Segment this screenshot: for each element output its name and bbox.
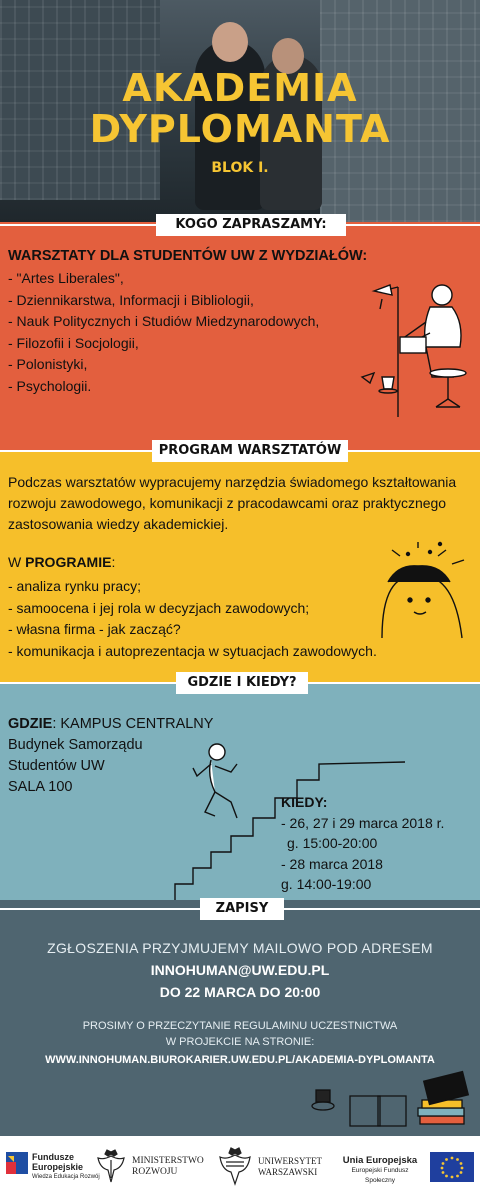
fe-line1: Fundusze — [32, 1152, 74, 1162]
rules-note-2: W PROJEKCIE NA STRONIE: — [165, 1036, 315, 1048]
eu-funds-logo-text — [32, 1152, 100, 1182]
location-line: Budynek Samorządu — [8, 737, 143, 753]
section-program — [0, 450, 480, 682]
list-item: - Psychologii. — [8, 377, 92, 394]
registration-intro: ZGŁOSZENIA PRZYJMUJEMY MAILOWO POD ADRESEM — [47, 940, 433, 956]
section-registration — [0, 900, 480, 1136]
date-line: - 28 marca 2018 — [281, 855, 383, 872]
thinking-head-illustration — [378, 542, 470, 638]
section-invitation — [0, 222, 480, 450]
ue-line1: Unia Europejska — [342, 1155, 418, 1166]
program-prefix: W — [8, 554, 26, 570]
list-item: - Dziennikarstwa, Informacji i Bibliologii, — [8, 291, 254, 308]
polish-eagle-icon — [96, 1148, 126, 1186]
list-item: - Polonistyki, — [8, 356, 88, 372]
hero-title-line2: DYPLOMANTA — [89, 107, 391, 151]
rules-note: PROSIMY O PRZECZYTANIE REGULAMINU UCZESTNICTWA — [82, 1020, 398, 1032]
label-who-invited: KOGO ZAPRASZAMY: — [156, 214, 346, 236]
mr-line2: ROZWOJU — [132, 1167, 178, 1177]
where-value: : KAMPUS CENTRALNY — [52, 716, 214, 732]
location-title — [8, 714, 213, 735]
list-item: - "Artes Liberales", — [8, 270, 124, 286]
uw-line1: UNIWERSYTET — [258, 1156, 322, 1166]
where-label: GDZIE — [8, 716, 53, 732]
hero-subtitle: BLOK I. — [211, 160, 269, 176]
eu-funds-logo-icon — [6, 1152, 28, 1174]
list-item: - własna firma - jak zacząć? — [8, 621, 181, 637]
ue-line2: Europejski Fundusz Społeczny — [351, 1167, 409, 1184]
eu-flag-icon — [430, 1152, 474, 1182]
label-where-when: GDZIE I KIEDY? — [176, 672, 308, 694]
fe-line2: Europejskie — [32, 1162, 84, 1172]
list-item: - analiza rynku pracy; — [8, 578, 142, 594]
list-item: - Nauk Politycznych i Studiów Miedzynarodowych, — [8, 313, 320, 329]
date-line: g. 14:00-19:00 — [281, 876, 372, 892]
label-registration: ZAPISY — [200, 898, 284, 920]
hero-banner — [0, 0, 480, 222]
program-word: PROGRAMIE — [25, 554, 112, 570]
section-where-when — [0, 682, 480, 900]
registration-email[interactable]: INNOHUMAN@UW.EDU.PL — [150, 962, 330, 978]
date-block — [281, 792, 444, 895]
student-head-1 — [212, 22, 248, 62]
sponsor-footer — [0, 1136, 480, 1200]
books-illustration — [310, 1070, 470, 1132]
program-intro: Podczas warsztatów wypracujemy narzędzia świadomego kształtowania rozwoju zawodowego, komunikacji z pracodawcami oraz praktycznego zastosowania wiedzy akademickiej. — [8, 474, 457, 532]
registration-deadline: DO 22 MARCA DO 20:00 — [159, 984, 321, 1000]
ministry-logo-text — [132, 1156, 204, 1178]
project-url-link[interactable]: WWW.INNOHUMAN.BIUROKARIER.UW.EDU.PL/AKADEMIA-DYPLOMANTA — [45, 1054, 435, 1066]
list-item: - Filozofii i Socjologii, — [8, 334, 139, 351]
fe-line3: Wiedza Edukacja Rozwój — [32, 1174, 100, 1180]
university-logo-text — [258, 1156, 322, 1178]
date-line: - 26, 27 i 29 marca 2018 r. — [281, 814, 445, 831]
label-program: PROGRAM WARSZTATÓW — [152, 440, 348, 462]
list-item: - komunikacja i autoprezentacja w sytuacjach zawodowych. — [8, 642, 377, 659]
program-list — [8, 576, 377, 662]
uw-line2: WARSZAWSKI — [258, 1167, 318, 1177]
date-line: g. 15:00-20:00 — [287, 835, 378, 851]
eu-logo-text — [338, 1156, 422, 1186]
university-eagle-icon — [218, 1146, 252, 1186]
program-heading — [8, 554, 115, 570]
mr-line1: MINISTERSTWO — [132, 1156, 204, 1166]
section-heading: WARSZTATY DLA STUDENTÓW UW Z WYDZIAŁÓW: — [8, 248, 368, 264]
when-label-text: KIEDY: — [281, 794, 328, 810]
hero-title-line1: AKADEMIA — [122, 66, 358, 110]
location-line: SALA 100 — [8, 779, 73, 795]
location-line: Studentów UW — [8, 758, 105, 774]
when-label — [281, 792, 444, 813]
student-desk-illustration — [360, 277, 470, 417]
program-suffix: : — [111, 554, 116, 570]
faculty-list — [8, 268, 319, 397]
list-item: - samoocena i jej rola w decyzjach zawodowych; — [8, 599, 310, 616]
